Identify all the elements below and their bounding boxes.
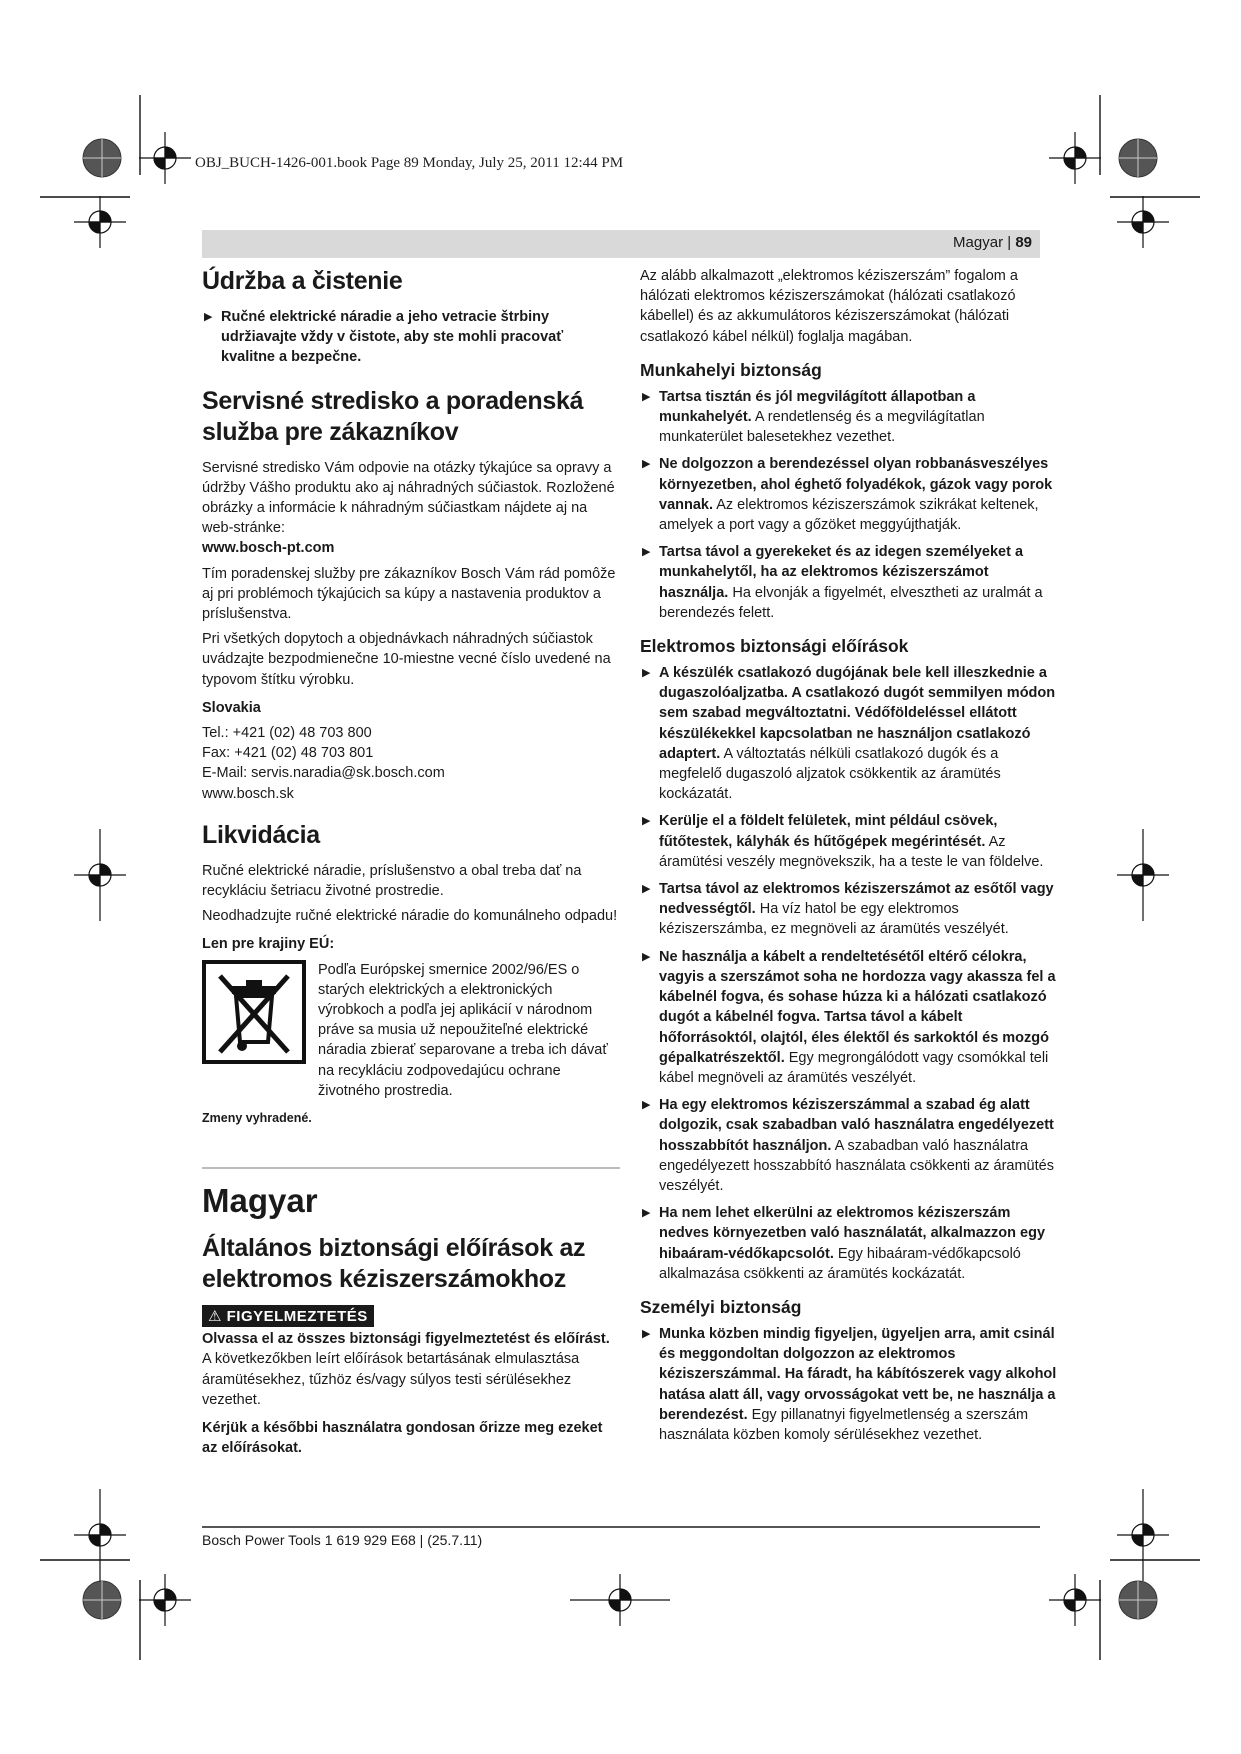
crossed-bin-icon (202, 960, 306, 1064)
elec-bullet-6: ▶ Ha nem lehet elkerülni az elektromos kéziszerszám nedves környezetben való használatát, alkalmazzon egy hibaáram-védőkapcsolót. Egy hibaáram-védőkapcsoló alkalmazása csökkenti az áramütés kockázatát. (642, 1205, 1046, 1282)
elec-bullet-4: ▶ Ne használja a kábelt a rendeltetésétől eltérő célokra, vagyis a szerszámot soha ne hordozza vagy akassza fel a kábelnél fogva, és sohase húzza ki a hálózati csatlakozó dugót a kábelnél fogva. Tartsa távol a kábelt hőforrásoktól, olajtól, éles élektől és sarkoktól és mozgó gépalkatrészektől. Egy megrongálódott vagy csomókkal teli kábel megnöveli az áramütés veszélyét. (642, 948, 1056, 1086)
heading-work-safety: Munkahelyi biztonság (640, 359, 822, 380)
section-divider (202, 1167, 620, 1169)
bullet-triangle-icon: ▶ (642, 883, 651, 896)
pers-bullet-1: ▶ Munka közben mindig figyeljen, ügyeljen arra, amit csinál és meggondoltan dolgozzon az elektromos kéziszerszámmal. Ha fáradt, ha kábítószerek vagy alkohol hatása alatt áll, vagy orvosságokat vett be, ne használja a berendezést. Egy pillanatnyi figyelmetlenség a szerszám használata közben komoly sérülésekhez vezethet. (642, 1325, 1057, 1443)
heading-general-safety: Általános biztonsági előírások az elektromos kéziszerszámokhoz (202, 1234, 586, 1294)
contact-site: www.bosch.sk (202, 785, 294, 802)
bullet-triangle-icon: ▶ (642, 1099, 651, 1112)
bullet-triangle-icon: ▶ (642, 458, 651, 471)
service-web: www.bosch-pt.com (202, 540, 335, 557)
bullet-triangle-icon: ▶ (642, 1327, 651, 1340)
personal-safety-list (640, 1324, 1058, 1445)
disposal-para-2: Neodhadzujte ručné elektrické náradie do komunálneho odpadu! (202, 908, 618, 925)
right-column (640, 266, 1058, 1452)
bullet-triangle-icon: ▶ (204, 311, 213, 323)
footer-text: Bosch Power Tools 1 619 929 E68 | (25.7.11) (202, 1532, 483, 1548)
work-bullet-3: ▶ Tartsa távol a gyerekeket és az idegen személyeket a munkahelytől, ha az elektromos kéziszerszámot használja. Ha elvonják a figyelmét, elvesztheti az uralmát a berendezés felett. (642, 544, 1043, 621)
keep-instructions: Kérjük a későbbi használatra gondosan őrizze meg ezeket az előírásokat. (202, 1419, 603, 1457)
country-label: Slovakia (202, 699, 261, 716)
changes-note: Zmeny vyhradené. (202, 1111, 312, 1126)
bullet-triangle-icon: ▶ (642, 950, 651, 963)
contact-tel: Tel.: +421 (02) 48 703 800 (202, 725, 372, 742)
weee-text: Podľa Európskej smernice 2002/96/ES o starých elektrických a elektronických výrobkoch a podľa jej aplikácií v národnom práve sa musia už nepoužiteľné elektrické náradia zbierať separovane a treba ich dávať na recykláciu zodpovedajúcu ochrane životného prostredia. (318, 961, 608, 1099)
intro-paragraph: Az alább alkalmazott „elektromos kéziszerszám” fogalom a hálózati elektromos kéziszerszámokat (hálózati csatlakozó kábellel) és az akkumulátoros kéziszerszámokat (hálózati csatlakozó kábel nélkül) foglalja magában. (640, 268, 1018, 345)
file-info-line: OBJ_BUCH-1426-001.book Page 89 Monday, July 25, 2011 12:44 PM (195, 155, 624, 171)
heading-service: Servisné stredisko a poradenská služba pre zákazníkov (202, 386, 584, 446)
left-column (202, 266, 620, 1463)
work-bullet-2: ▶ Ne dolgozzon a berendezéssel olyan robbanásveszélyes környezetben, ahol éghető folyadékok, gázok vagy porok vannak. Az elektromos kéziszerszámok szikrákat keltenek, amelyek a port vagy a gőzöket meggyújthatják. (642, 456, 1053, 534)
service-para-2: Tím poradenskej služby pre zákazníkov Bosch Vám rád pomôže aj pri problémoch týkajúcich sa kúpy a nastavenia produktov a príslušenstva. (202, 565, 616, 623)
eu-label: Len pre krajiny EÚ: (202, 936, 335, 953)
bullet-triangle-icon: ▶ (642, 546, 651, 559)
service-para-3: Pri všetkých dopytoch a objednávkach náhradných súčiastok uvádzajte bezpodmienečne 10-miestne vecné číslo uvedené na typovom štítku výrobku. (202, 631, 611, 688)
disposal-para-1: Ručné elektrické náradie, príslušenstvo a obal treba dať na recykláciu šetriacu životné prostredie. (202, 862, 582, 900)
elec-bullet-1: ▶ A készülék csatlakozó dugójának bele kell illeszkednie a dugaszolóaljzatba. A csatlakozó dugót semmilyen módon sem szabad megváltoztatni. Védőföldeléssel ellátott készülékekkel kapcsolatban ne használjon csatlakozó adaptert. A változtatás nélküli csatlakozó dugók és a megfelelő dugaszoló aljzatok csökkentik az áramütés kockázatát. (642, 665, 1056, 803)
elec-bullet-3: ▶ Tartsa távol az elektromos kéziszerszámot az esőtől vagy nedvességtől. Ha víz hatol be egy elektromos kéziszerszámba, ez megnöveli az áramütés veszélyét. (642, 881, 1054, 938)
electrical-safety-list (640, 663, 1058, 1284)
heading-maintenance: Údržba a čistenie (202, 267, 403, 295)
bullet-triangle-icon: ▶ (642, 1207, 651, 1220)
bullet-triangle-icon: ▶ (642, 815, 651, 828)
warning-row (202, 1305, 620, 1327)
heading-personal-safety: Személyi biztonság (640, 1296, 802, 1317)
weee-block (202, 960, 620, 1101)
language-title: Magyar (202, 1182, 318, 1220)
service-para-1: Servisné stredisko Vám odpovie na otázky týkajúce sa opravy a údržby Vášho produktu ako aj náhradných súčiastok. Rozložené obrázky a informácie k náhradným súčiastkam nájdete aj na web-stránke: (202, 459, 615, 537)
warning-text: Olvassa el az összes biztonsági figyelmeztetést és előírást. A következőkben leírt előírások betartásának elmulasztása áramütésekhez, tűzhöz és/vagy súlyos testi sérülésekhez vezethet. (202, 1331, 610, 1408)
footer-rule (202, 1526, 1040, 1528)
heading-electrical-safety: Elektromos biztonsági előírások (640, 636, 909, 657)
work-bullet-1: ▶ Tartsa tisztán és jól megvilágított állapotban a munkahelyét. A rendetlenség és a megvilágítatlan munkaterület balesetekhez vezethet. (642, 388, 985, 446)
heading-disposal: Likvidácia (202, 820, 320, 849)
elec-bullet-2: ▶ Kerülje el a földelt felületek, mint például csövek, fűtőtestek, kályhák és hűtőgépek megérintését. Az áramütési veszély megnövekszik, ha a teste le van földelve. (642, 813, 1044, 870)
bullet-triangle-icon: ▶ (642, 667, 651, 680)
contact-email: E-Mail: servis.naradia@sk.bosch.com (202, 765, 445, 782)
contact-fax: Fax: +421 (02) 48 703 801 (202, 745, 374, 762)
page-header-bar (202, 230, 1040, 258)
bullet-maintenance: ▶ Ručné elektrické náradie a jeho vetracie štrbiny udržiavajte vždy v čistote, aby ste mohli pracovať kvalitne a bezpečne. (204, 309, 564, 366)
warning-badge: ⚠ FIGYELMEZTETÉS (202, 1305, 374, 1327)
page-number: 89 (1015, 234, 1032, 251)
bullet-triangle-icon: ▶ (642, 390, 651, 403)
work-safety-list (640, 387, 1058, 623)
page-header-label: Magyar | 89 (953, 234, 1032, 251)
elec-bullet-5: ▶ Ha egy elektromos kéziszerszámmal a szabad ég alatt dolgozik, csak szabadban való használatra engedélyezett hosszabbítót használjon. A szabadban való használatra engedélyezett hosszabbító használata csökkenti az áramütés veszélyét. (642, 1097, 1054, 1194)
